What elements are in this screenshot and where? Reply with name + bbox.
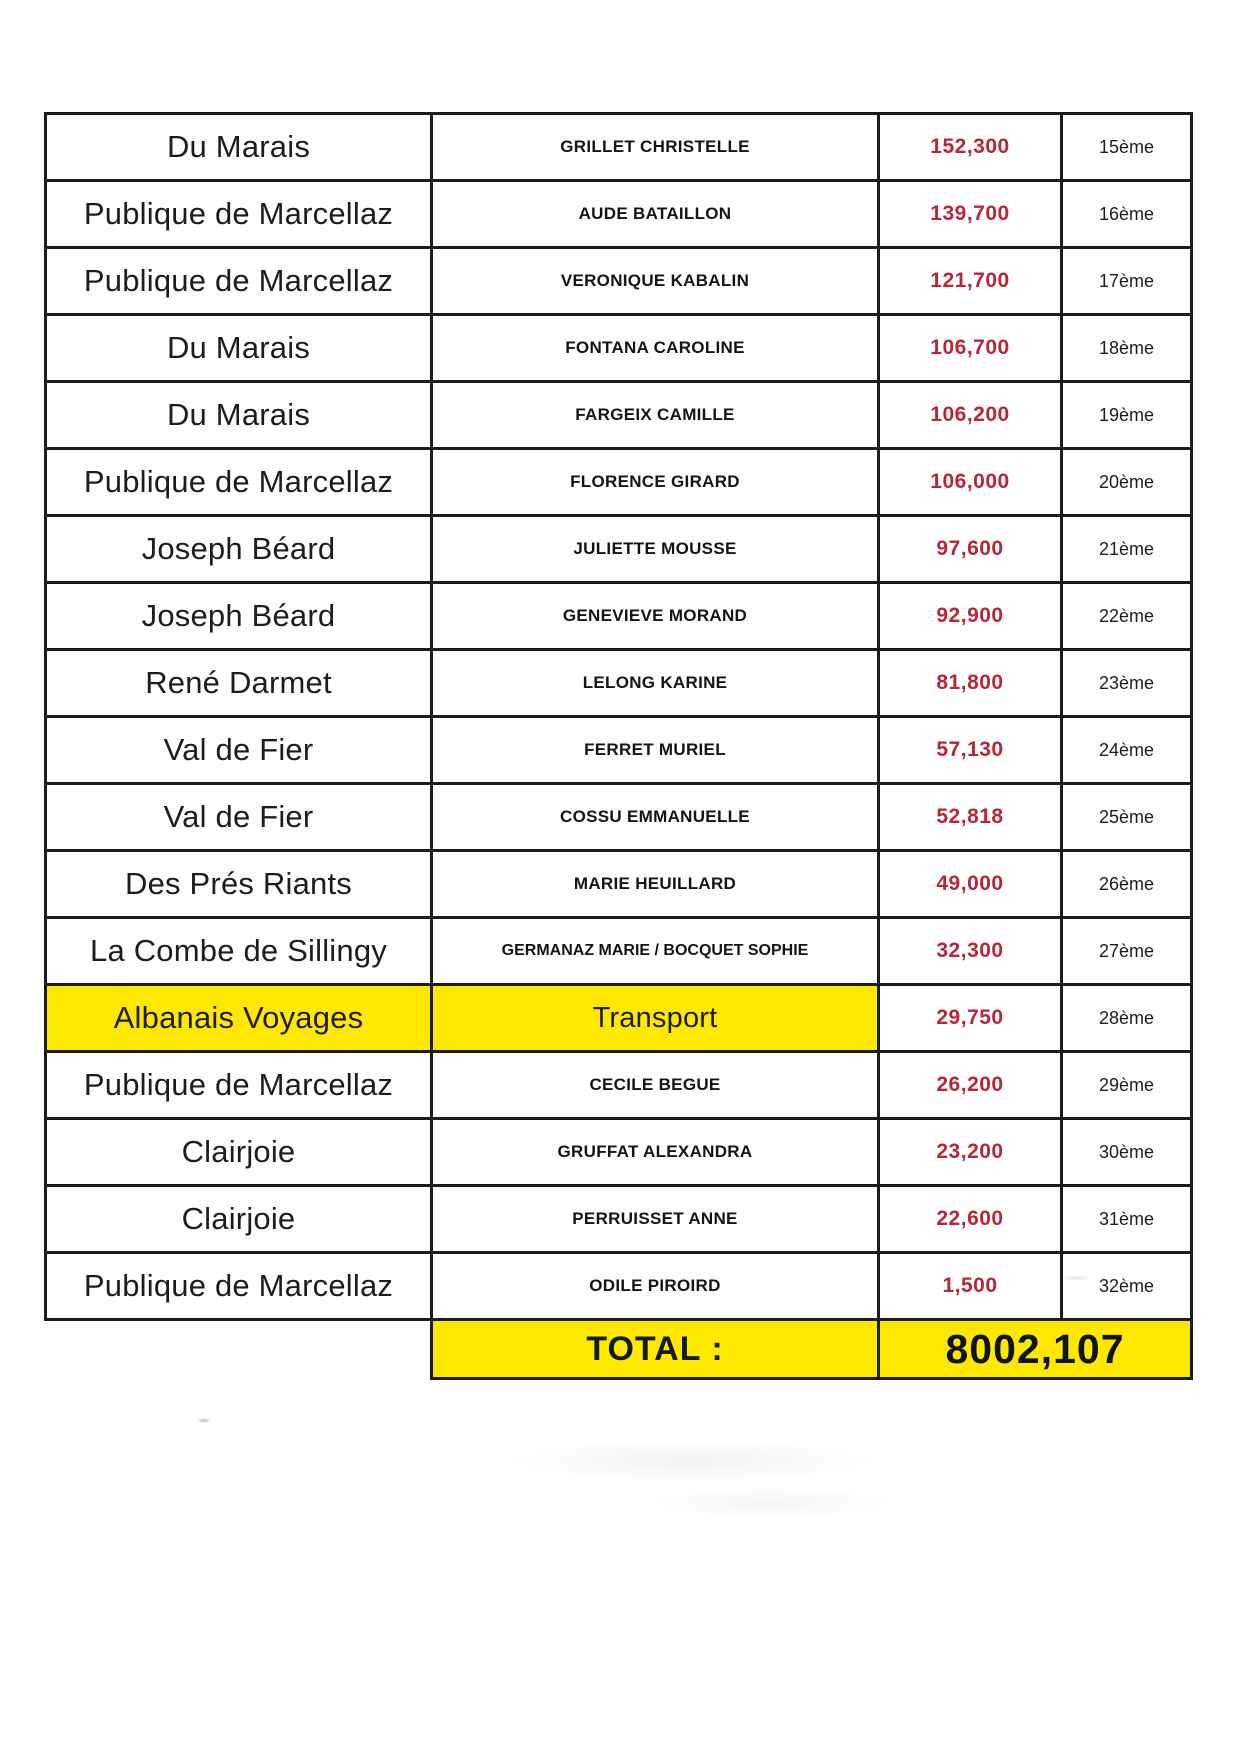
scan-noise-smudge	[640, 1486, 900, 1520]
rank-cell: 17ème	[1062, 248, 1192, 315]
score-cell: 81,800	[879, 650, 1062, 717]
scan-noise-speck	[196, 1418, 212, 1423]
school-cell: Des Prés Riants	[46, 851, 432, 918]
table-row	[46, 717, 1192, 784]
name-cell: CECILE BEGUE	[432, 1052, 879, 1119]
name-cell: Transport	[432, 985, 879, 1052]
name-cell: GERMANAZ MARIE / BOCQUET SOPHIE	[432, 918, 879, 985]
rank-cell: 23ème	[1062, 650, 1192, 717]
rank-cell: 16ème	[1062, 181, 1192, 248]
name-cell: LELONG KARINE	[432, 650, 879, 717]
score-cell: 139,700	[879, 181, 1062, 248]
rank-cell: 15ème	[1062, 114, 1192, 181]
school-cell: Publique de Marcellaz	[46, 1052, 432, 1119]
score-cell: 52,818	[879, 784, 1062, 851]
score-cell: 121,700	[879, 248, 1062, 315]
score-cell: 29,750	[879, 985, 1062, 1052]
name-cell: VERONIQUE KABALIN	[432, 248, 879, 315]
rank-cell: 18ème	[1062, 315, 1192, 382]
table-row	[46, 248, 1192, 315]
total-row-empty-cell	[46, 1320, 432, 1379]
score-cell: 49,000	[879, 851, 1062, 918]
table-row	[46, 1186, 1192, 1253]
table-row	[46, 114, 1192, 181]
table-row	[46, 516, 1192, 583]
score-cell: 106,700	[879, 315, 1062, 382]
school-cell: Publique de Marcellaz	[46, 449, 432, 516]
score-cell: 26,200	[879, 1052, 1062, 1119]
rank-cell: 26ème	[1062, 851, 1192, 918]
score-cell: 57,130	[879, 717, 1062, 784]
scan-noise-smudge	[500, 1438, 880, 1484]
name-cell: COSSU EMMANUELLE	[432, 784, 879, 851]
score-cell: 22,600	[879, 1186, 1062, 1253]
school-cell: Joseph Béard	[46, 583, 432, 650]
rank-cell: 21ème	[1062, 516, 1192, 583]
school-cell: Albanais Voyages	[46, 985, 432, 1052]
rank-cell: 32ème	[1062, 1253, 1192, 1320]
table-row	[46, 985, 1192, 1052]
score-cell: 106,000	[879, 449, 1062, 516]
name-cell: GENEVIEVE MORAND	[432, 583, 879, 650]
school-cell: Du Marais	[46, 382, 432, 449]
name-cell: GRILLET CHRISTELLE	[432, 114, 879, 181]
rank-cell: 22ème	[1062, 583, 1192, 650]
school-cell: Du Marais	[46, 315, 432, 382]
score-cell: 32,300	[879, 918, 1062, 985]
school-cell: La Combe de Sillingy	[46, 918, 432, 985]
table-row	[46, 851, 1192, 918]
name-cell: FERRET MURIEL	[432, 717, 879, 784]
table-row	[46, 583, 1192, 650]
score-cell: 152,300	[879, 114, 1062, 181]
score-cell: 97,600	[879, 516, 1062, 583]
school-cell: Clairjoie	[46, 1186, 432, 1253]
table-row	[46, 918, 1192, 985]
table-row	[46, 449, 1192, 516]
rank-cell: 31ème	[1062, 1186, 1192, 1253]
school-cell: Publique de Marcellaz	[46, 248, 432, 315]
school-cell: Val de Fier	[46, 717, 432, 784]
score-cell: 106,200	[879, 382, 1062, 449]
name-cell: MARIE HEUILLARD	[432, 851, 879, 918]
table-row	[46, 650, 1192, 717]
rank-cell: 24ème	[1062, 717, 1192, 784]
score-cell: 23,200	[879, 1119, 1062, 1186]
table-row	[46, 382, 1192, 449]
name-cell: ODILE PIROIRD	[432, 1253, 879, 1320]
school-cell: Publique de Marcellaz	[46, 181, 432, 248]
score-cell: 92,900	[879, 583, 1062, 650]
rank-cell: 25ème	[1062, 784, 1192, 851]
rank-cell: 20ème	[1062, 449, 1192, 516]
name-cell: JULIETTE MOUSSE	[432, 516, 879, 583]
rank-cell: 30ème	[1062, 1119, 1192, 1186]
table-row	[46, 315, 1192, 382]
total-value: 8002,107	[879, 1320, 1192, 1379]
school-cell: Joseph Béard	[46, 516, 432, 583]
name-cell: PERRUISSET ANNE	[432, 1186, 879, 1253]
school-cell: Val de Fier	[46, 784, 432, 851]
table-row	[46, 1119, 1192, 1186]
school-cell: René Darmet	[46, 650, 432, 717]
rank-cell: 27ème	[1062, 918, 1192, 985]
table-row	[46, 1052, 1192, 1119]
name-cell: FLORENCE GIRARD	[432, 449, 879, 516]
table-row	[46, 784, 1192, 851]
table-row	[46, 181, 1192, 248]
name-cell: FONTANA CAROLINE	[432, 315, 879, 382]
total-row	[46, 1320, 1192, 1379]
school-cell: Clairjoie	[46, 1119, 432, 1186]
ranking-table	[44, 112, 1193, 1380]
school-cell: Publique de Marcellaz	[46, 1253, 432, 1320]
rank-cell: 19ème	[1062, 382, 1192, 449]
name-cell: AUDE BATAILLON	[432, 181, 879, 248]
total-label: TOTAL :	[432, 1320, 879, 1379]
school-cell: Du Marais	[46, 114, 432, 181]
rank-cell: 29ème	[1062, 1052, 1192, 1119]
name-cell: GRUFFAT ALEXANDRA	[432, 1119, 879, 1186]
name-cell: FARGEIX CAMILLE	[432, 382, 879, 449]
score-cell: 1,500	[879, 1253, 1062, 1320]
rank-cell: 28ème	[1062, 985, 1192, 1052]
table-row	[46, 1253, 1192, 1320]
